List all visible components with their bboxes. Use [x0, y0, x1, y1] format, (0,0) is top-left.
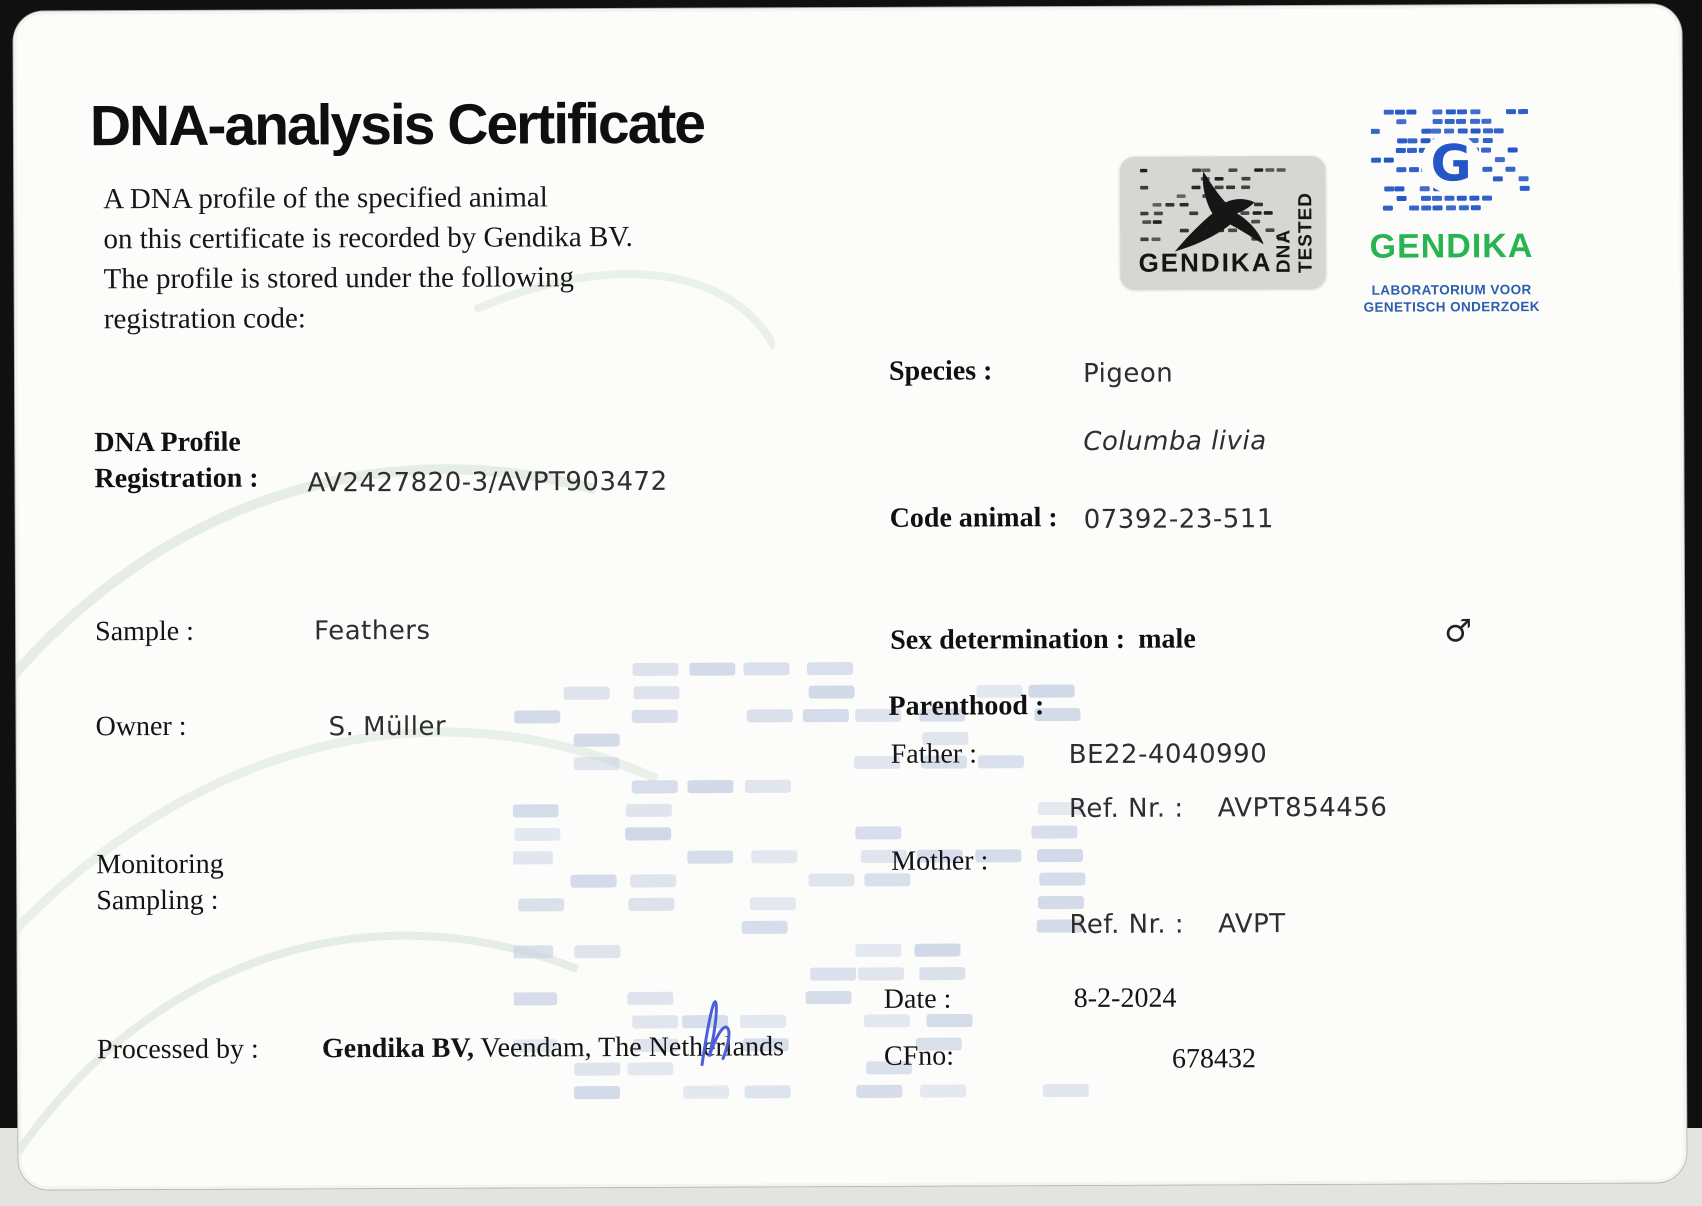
field-monitoring-label: [96, 847, 224, 920]
logo-monogram: G: [1430, 134, 1472, 193]
logo-subtitle: [1362, 281, 1542, 316]
field-species-label: Species :: [888, 355, 993, 387]
logo-brand-text: GENDIKA: [1369, 227, 1534, 266]
field-species-latin: Columba livia: [1083, 426, 1267, 457]
field-sample-label: Sample :: [95, 615, 194, 648]
mother-ref-value: AVPT: [1218, 909, 1286, 940]
monitoring-label-line2: Sampling :: [96, 884, 219, 917]
field-parenthood-label: Parenthood :: [888, 690, 1045, 722]
field-sex-value: male: [1138, 623, 1196, 655]
sticker-side-text: DNA TESTED: [1273, 192, 1317, 274]
field-code-animal-value: 07392-23-511: [1083, 504, 1274, 535]
field-mother-label: Mother :: [891, 845, 989, 877]
field-processed-label: Processed by :: [96, 1033, 259, 1066]
field-cfno-value: 678432: [1171, 1043, 1257, 1075]
registration-label-line2: Registration :: [94, 462, 259, 495]
field-sample-value: Feathers: [314, 615, 431, 647]
field-father-ref: [1069, 793, 1388, 824]
registration-label-line1: DNA Profile: [94, 426, 241, 459]
signature-mark: [690, 990, 750, 1080]
field-registration-label: [94, 425, 258, 498]
monitoring-label-line1: Monitoring: [96, 848, 224, 881]
father-ref-value: AVPT854456: [1217, 792, 1388, 824]
logo-subtitle-line: LABORATORIUM VOOR: [1371, 282, 1532, 298]
processed-company: Gendika BV,: [321, 1032, 475, 1065]
field-date-value: 8-2-2024: [1073, 982, 1177, 1015]
male-symbol-icon: ♂: [1444, 613, 1473, 650]
dna-tested-sticker: [1120, 156, 1326, 289]
sticker-brand-text: GENDIKA: [1138, 247, 1273, 278]
field-sex-label: Sex determination :: [890, 623, 1126, 656]
intro-line: The profile is stored under the following: [103, 261, 575, 296]
field-father-label: Father :: [890, 738, 978, 770]
logo-subtitle-line: GENETISCH ONDERZOEK: [1363, 298, 1540, 315]
field-father-value: BE22-4040990: [1068, 739, 1268, 771]
certificate-card: [13, 4, 1686, 1189]
field-registration-value: AV2427820-3/AVPT903472: [307, 466, 668, 499]
gendika-logo-gel-icon: [1371, 109, 1531, 216]
intro-line: on this certificate is recorded by Gendika BV.: [103, 220, 633, 256]
field-cfno-label: CFno:: [883, 1040, 955, 1072]
intro-paragraph: [103, 177, 724, 340]
field-owner-value: S. Müller: [328, 711, 447, 743]
mother-ref-label: Ref. Nr. :: [1069, 909, 1185, 941]
field-species-value: Pigeon: [1082, 358, 1174, 389]
processed-location: Veendam, The Netherlands: [480, 1031, 785, 1064]
intro-line: registration code:: [103, 302, 306, 336]
field-date-label: Date :: [883, 983, 952, 1015]
field-owner-label: Owner :: [95, 710, 187, 743]
certificate-title: DNA-analysis Certificate: [89, 91, 705, 159]
field-mother-ref: [1069, 909, 1285, 940]
father-ref-label: Ref. Nr. :: [1068, 793, 1184, 825]
intro-line: A DNA profile of the specified animal: [103, 181, 548, 216]
field-code-animal-label: Code animal :: [889, 502, 1058, 534]
